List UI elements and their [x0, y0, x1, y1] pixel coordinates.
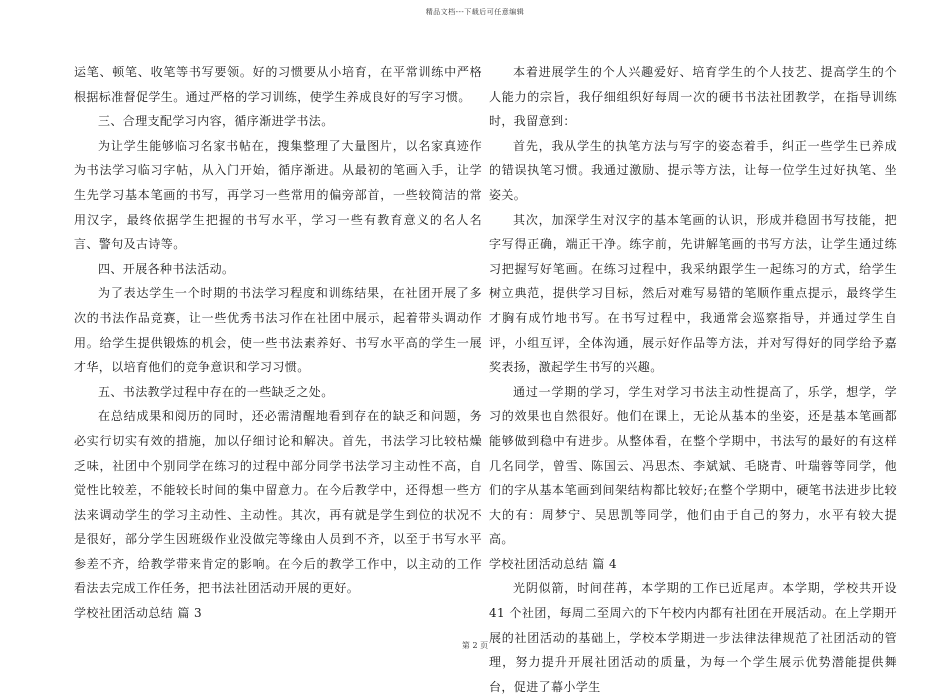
paragraph: 其次，加深学生对汉字的基本笔画的认识，形成并稳固书写技能，把字写得正确，端正干净。练字前，先讲解笔画的书写方法，让学生通过练习把握写好笔画。在练习过程中，我采纳跟学生一起练习的方式，给学生树立典范，提供学习目标，然后对难写易错的笔顺作重点提示，最终学生才胸有成竹地书写。在书写过程中，我通常会巡察指导，并通过学生自评，小组互评，全体沟通，展示好作品等方法，并对写得好的同学给予嘉奖表扬，激起学生书写的兴趣。 [489, 212, 897, 375]
paragraph: 在总结成果和阅历的同时，还必需清醒地看到存在的缺乏和问题，务必实行切实有效的措施，加以仔细讨论和解决。首先，书法学习比较枯燥乏味，社团中个别同学在练习的过程中部分同学书法学习主动性不高，自觉性比较差，不能较长时间的集中留意力。在今后教学中，还得想一些方法来调动学生的学习主动性、主动性。其次，再有就是学生到位的状况不是很好，部分学生因班级作业没做完等缘由人员到不齐，以至于书写水平参差不齐，给教学带来肯定的影响。在今后的教学工作中，以主动的工作看法去完成工作任务，把书法社团活动开展的更好。 [74, 409, 482, 596]
paragraph: 本着进展学生的个人兴趣爱好、培育学生的个人技艺、提高学生的个人能力的宗旨，我仔细组织好每周一次的硬书书法社团教学，在指导训练时，我留意到： [489, 65, 897, 129]
paragraph: 为了表达学生一个时期的书法学习程度和训练结果，在社团开展了多次的书法作品竞赛，让一些优秀书法习作在社团中展示，起着带头调动作用。给学生提供锻炼的机会，使一些书法素养好、书写水平高的学生一展才华，以培育他们的竞争意识和学习习惯。 [74, 286, 482, 375]
paragraph: 为让学生能够临习名家书帖在，搜集整理了大量图片，以名家真迹作为书法学习临习字帖，从入门开始，循序渐进。从最初的笔画入手，让学生先学习基本笔画的书写，再学习一些常用的偏旁部首，一些较简洁的常用汉字，最终依据学生把握的书写水平，学习一些有教育意义的名人名言、警句及古诗等。 [74, 138, 482, 252]
section-heading: 五、书法教学过程中存在的一些缺乏之处。 [98, 384, 334, 399]
page-header: 精品文档---下载后可任意编辑 [425, 8, 525, 16]
right-column [489, 60, 897, 699]
left-column [74, 60, 482, 626]
paragraph: 首先，我从学生的执笔方法与写字的姿态着手，纠正一些学生已养成的错误执笔习惯。我通过激励、提示等方法，让每一位学生过好执笔、坐姿关。 [489, 138, 897, 202]
section-heading: 四、开展各种书法活动。 [98, 261, 235, 276]
article-title: 学校社团活动总结 篇 4 [489, 556, 618, 571]
paragraph: 光阴似箭，时间荏苒，本学期的工作已近尾声。本学期，学校共开设 41 个社团，每周二至周六的下午校内内都有社团在开展活动。在上学期开展的社团活动的基础上，学校本学期进一步法律法律规范了社团活动的管理，努力提升开展社团活动的质量，为每一个学生展示优势潜能提供舞台，促进了幕小学生 [489, 581, 897, 694]
paragraph: 运笔、顿笔、收笔等书写要领。好的习惯要从小培育，在平常训练中严格根据标准督促学生。通过严格的学习训练，使学生养成良好的写字习惯。 [74, 65, 482, 104]
page-number: 第 2 页 [461, 641, 489, 650]
article-title: 学校社团活动总结 篇 3 [74, 606, 203, 621]
paragraph: 通过一学期的学习，学生对学习书法主动性提高了，乐学，想学，学习的效果也自然很好。他们在课上，无论从基本的坐姿，还是基本笔画都能够做到稳中有进步。从整体看，在整个学期中，书法写的最好的有这样几名同学，曾雪、陈国云、冯思杰、李斌斌、毛晓青、叶瑞蓉等同学，他们的字从基本笔画到间架结构都比较好;在整个学期中，硬笔书法进步比较大的有：周梦宁、吴思凯等同学，他们由于自己的努力，水平有较大提高。 [489, 384, 897, 547]
section-heading: 三、合理支配学习内容，循序渐进学书法。 [98, 114, 334, 129]
